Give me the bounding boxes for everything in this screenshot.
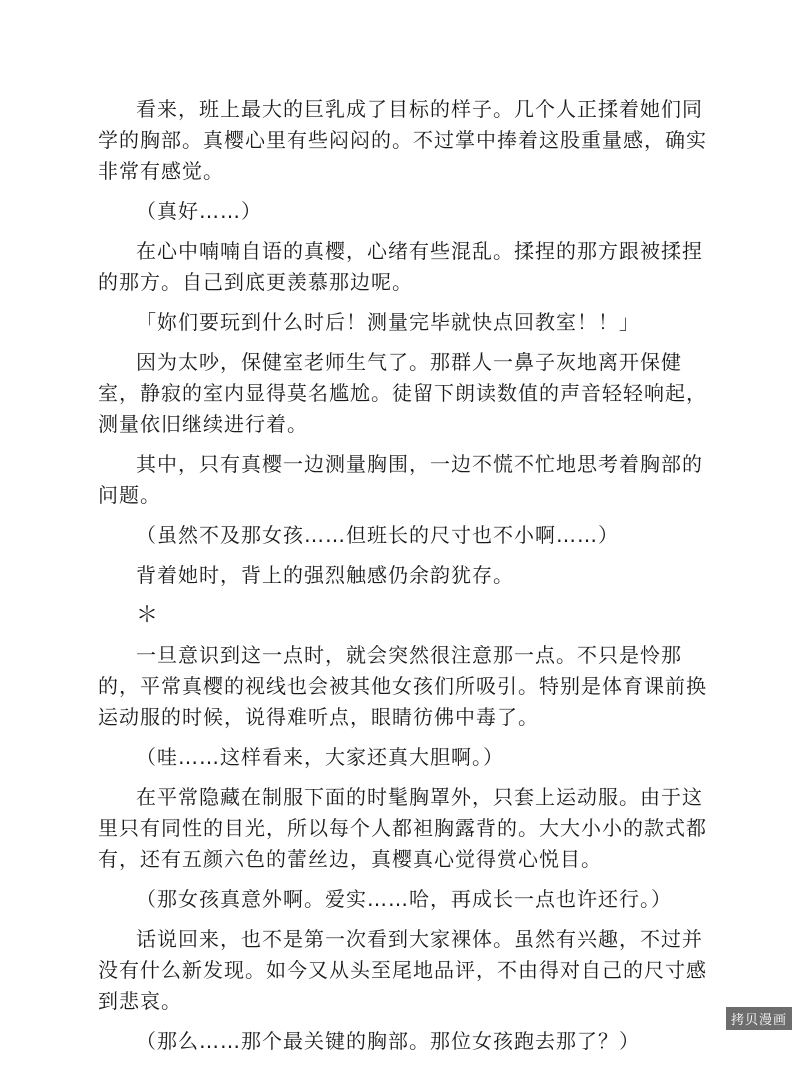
paragraph: 背着她时，背上的强烈触感仍余韵犹存。 — [136, 563, 514, 587]
paragraph: 一旦意识到这一点时，就会突然很注意那一点。不只是怜那的，平常真樱的视线也会被其他女孩们所吸引。特别是体育课前换运动服的时候，说得难听点，眼睛彷佛中毒了。 — [98, 643, 707, 729]
paragraph: 在平常隐藏在制服下面的时髦胸罩外，只套上运动服。由于这里只有同性的目光，所以每个人都袒胸露背的。大大小小的款式都有，还有五颜六色的蕾丝边，真樱真心觉得赏心悦目。 — [98, 785, 707, 871]
paragraph: 其中，只有真樱一边测量胸围，一边不慌不忙地思考着胸部的问题。 — [98, 452, 703, 507]
paragraph: 因为太吵，保健室老师生气了。那群人一鼻子灰地离开保健室，静寂的室内显得莫名尴尬。徒留下朗读数值的声音轻轻响起，测量依旧继续进行着。 — [98, 350, 707, 436]
body-text — [98, 94, 718, 1066]
dialogue-line: 「妳们要玩到什么时后！测量完毕就快点回教室！！」 — [136, 310, 640, 334]
watermark: 拷贝漫画 — [726, 1007, 792, 1030]
paragraph: 在心中喃喃自语的真樱，心绪有些混乱。揉捏的那方跟被揉捏的那方。自己到底更羡慕那边呢。 — [98, 239, 703, 294]
inner-thought: （那么……那个最关键的胸部。那位女孩跑去那了？） — [136, 1029, 640, 1053]
inner-thought: （哇……这样看来，大家还真大胆啊。） — [136, 745, 504, 769]
scene-separator: ＊ — [136, 603, 160, 628]
inner-thought: （虽然不及那女孩……但班长的尺寸也不小啊……） — [136, 523, 619, 547]
paragraph: 看来，班上最大的巨乳成了目标的样子。几个人正揉着她们同学的胸部。真樱心里有些闷闷的。不过掌中捧着这股重量感，确实非常有感觉。 — [98, 97, 707, 183]
inner-thought: （真好……） — [136, 199, 262, 223]
inner-thought: （那女孩真意外啊。爱实……哈，再成长一点也许还行。） — [136, 887, 672, 911]
paragraph: 话说回来，也不是第一次看到大家裸体。虽然有兴趣，不过并没有什么新发现。如今又从头至尾地品评，不由得对自己的尺寸感到悲哀。 — [98, 927, 707, 1013]
